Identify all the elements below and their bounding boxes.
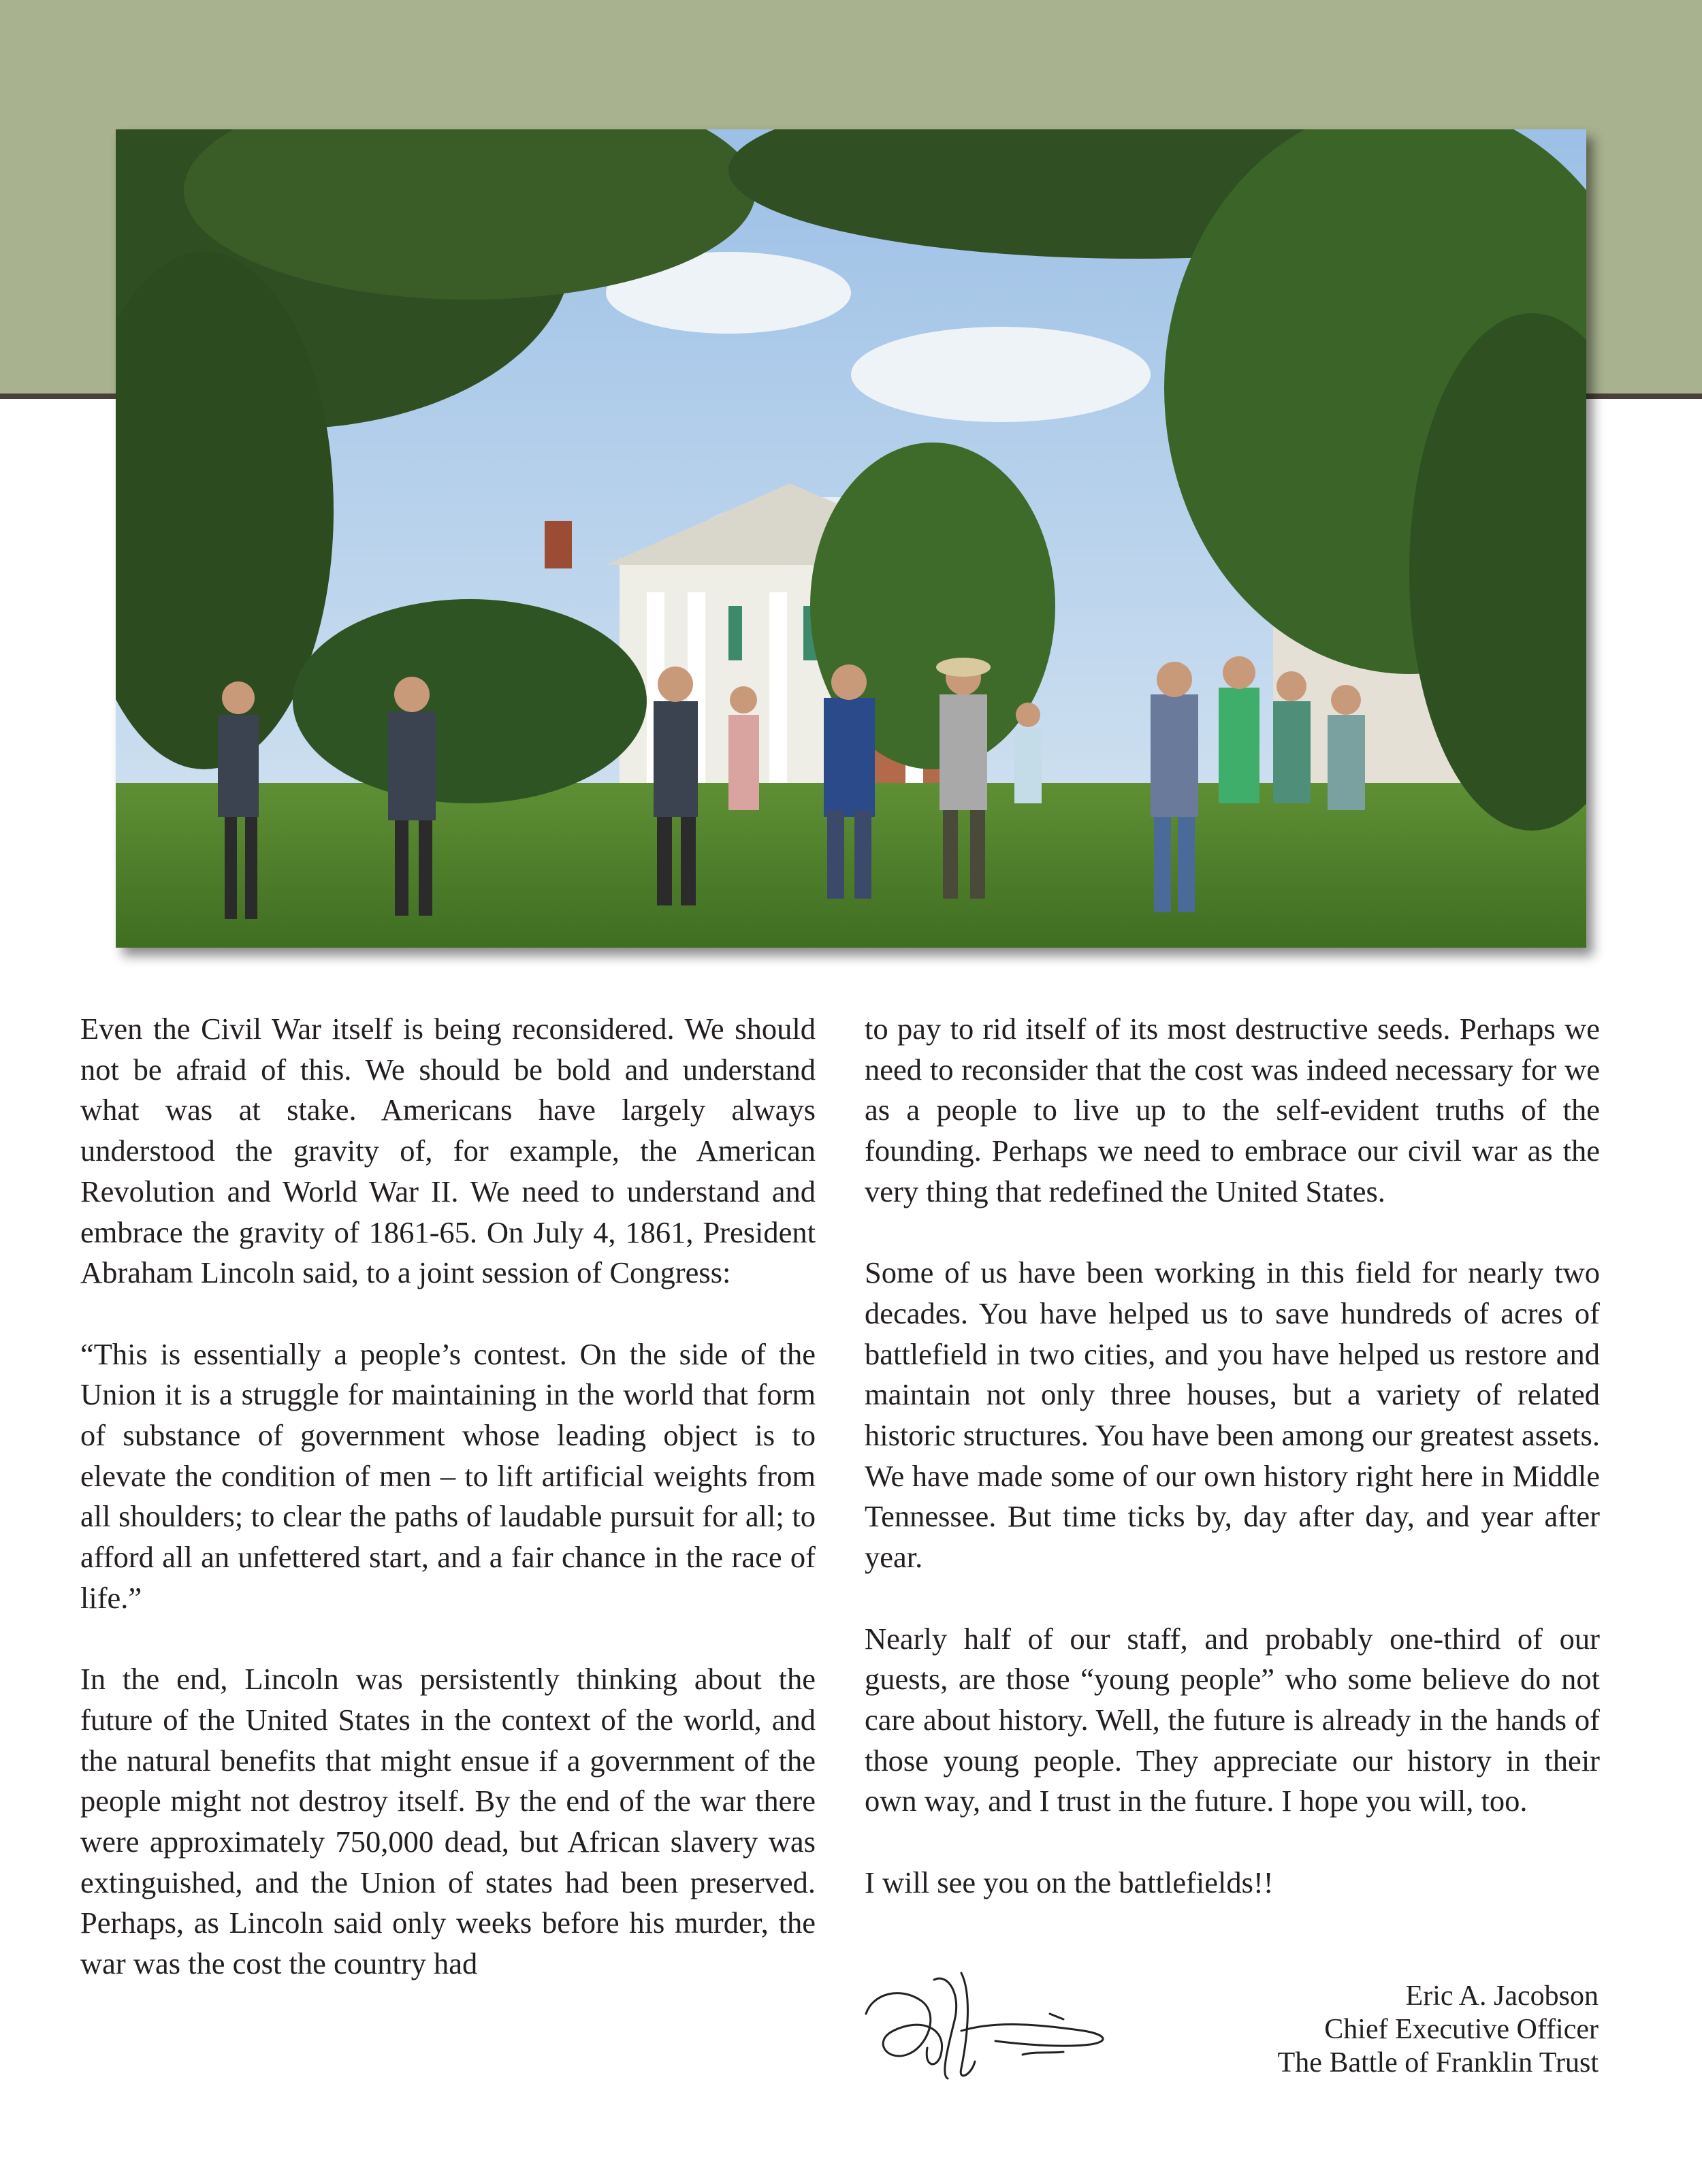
signer-name: Eric A. Jacobson: [1405, 1980, 1599, 2012]
paragraph: to pay to rid itself of its most destructive seeds. Perhaps we need to reconsider that the cost was indeed necessary for we as a people to live up to the self-evident truths of the founding. Perhaps we need to embrace our civil war as the very thing that redefined the United States.: [865, 1012, 1600, 1208]
handwritten-signature: [859, 1966, 1118, 2085]
signer-title: Chief Executive Officer: [1324, 2014, 1599, 2045]
paragraph: Nearly half of our staff, and probably one-third of our guests, are those “young people” who some believe do not care about history. Well, the future is already in the hands of those young people. They appreciate our history in their own way, and I trust in the future. I hope you will, too.: [865, 1621, 1600, 1818]
paragraph: In the end, Lincoln was persistently thinking about the future of the United States in the context of the world, and the natural benefits that might ensue if a government of the people might not destroy itself. By the end of the war there were approximately 750,000 dead, but African slavery was extinguished, and the Union of states had been preserved. Perhaps, as Lincoln said only weeks before his murder, the war was the cost the country had: [80, 1662, 816, 1981]
closing-line: I will see you on the battlefields!!: [865, 1865, 1274, 1899]
paragraph: Even the Civil War itself is being reconsidered. We should not be afraid of this. We should be bold and understand what was at stake. Americans have largely always understood the gravity of, for example, the American Revolution and World War II. We need to understand and embrace the gravity of 1861-65. On July 4, 1861, President Abraham Lincoln said, to a joint session of Congress:: [80, 1012, 816, 1290]
signer-organization: The Battle of Franklin Trust: [1277, 2047, 1599, 2078]
right-column: [865, 1009, 1600, 1903]
paragraph: Some of us have been working in this field for nearly two decades. You have helped us to save hundreds of acres of battlefield in two cities, and you have helped us restore and maintain not only three houses, but a variety of related historic structures. You have been among our greatest assets. We have made some of our own history right here in Middle Tennessee. But time ticks by, day after day, and year after year.: [865, 1255, 1600, 1575]
signoff-block: [1122, 1980, 1599, 2080]
left-column: [80, 1009, 816, 1985]
lincoln-quote: “This is essentially a people’s contest. On the side of the Union it is a struggle for maintaining in the world that form of substance of government whose leading object is to elevate the condition of men – to lift artificial weights from all shoulders; to clear the paths of laudable pursuit for all; to afford all an unfettered start, and a fair chance in the race of life.”: [80, 1336, 816, 1615]
photo-tour-group: [116, 129, 1586, 948]
